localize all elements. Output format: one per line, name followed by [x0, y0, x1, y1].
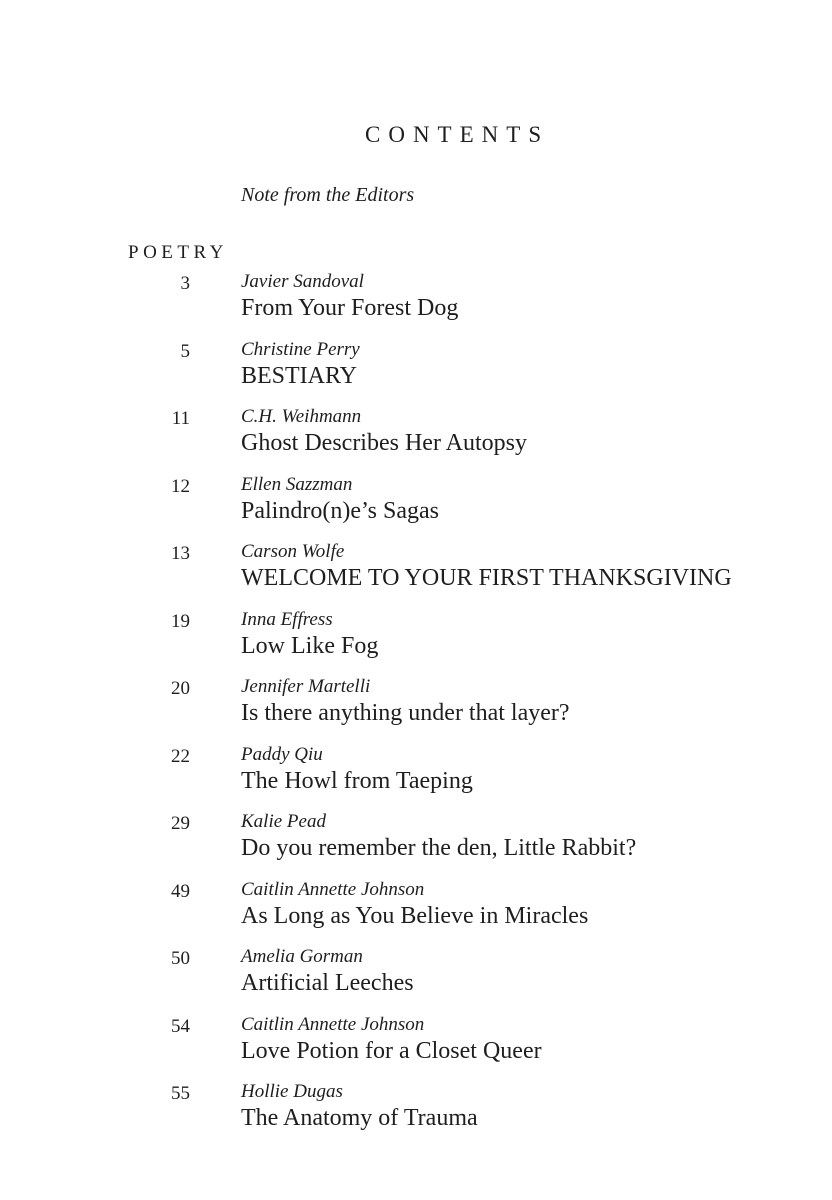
page-number: 12	[171, 475, 190, 497]
toc-entry	[0, 1014, 832, 1082]
toc-entry	[0, 406, 832, 474]
poem-title: Artificial Leeches	[241, 970, 414, 996]
page-number: 49	[171, 880, 190, 902]
toc-entry	[0, 541, 832, 609]
poem-title: Low Like Fog	[241, 632, 379, 659]
page-number: 22	[171, 745, 190, 767]
author-name: Kalie Pead	[241, 811, 326, 832]
page-number: 5	[180, 340, 190, 362]
page-number: 50	[171, 948, 190, 969]
toc-entry	[0, 474, 832, 542]
page-number: 54	[171, 1015, 190, 1037]
page-number: 11	[171, 408, 190, 429]
author-name: Jennifer Martelli	[241, 676, 371, 697]
page-title: CONTENTS	[365, 122, 550, 147]
author-name: Caitlin Annette Johnson	[241, 1013, 425, 1035]
poem-title: Is there anything under that layer?	[241, 700, 570, 726]
poem-title: The Anatomy of Trauma	[241, 1105, 478, 1131]
author-name: Carson Wolfe	[241, 541, 345, 562]
author-name: Hollie Dugas	[241, 1081, 343, 1102]
poem-title: WELCOME TO YOUR FIRST THANKSGIVING	[241, 565, 732, 591]
poem-title: From Your Forest Dog	[241, 295, 459, 321]
poem-title: Palindro(n)e’s Sagas	[241, 497, 439, 524]
poem-title: Love Potion for a Closet Queer	[241, 1037, 542, 1064]
toc-entry	[0, 879, 832, 947]
page-number: 13	[171, 543, 190, 564]
author-name: Caitlin Annette Johnson	[241, 878, 425, 900]
section-heading-poetry: POETRY	[128, 242, 228, 263]
poem-title: Ghost Describes Her Autopsy	[241, 430, 527, 456]
page-number: 3	[180, 273, 190, 294]
toc-entry	[0, 676, 832, 744]
toc-entry	[0, 271, 832, 339]
toc-entry	[0, 339, 832, 407]
toc-entry	[0, 609, 832, 677]
poem-title: As Long as You Believe in Miracles	[241, 902, 589, 929]
author-name: Javier Sandoval	[241, 271, 364, 292]
poem-title: The Howl from Taeping	[241, 767, 473, 794]
toc-entry	[0, 744, 832, 812]
poem-title: BESTIARY	[241, 362, 358, 389]
author-name: C.H. Weihmann	[241, 406, 362, 427]
author-name: Paddy Qiu	[241, 743, 323, 765]
toc-entry	[0, 946, 832, 1014]
author-name: Christine Perry	[241, 338, 360, 360]
author-name: Ellen Sazzman	[241, 473, 353, 495]
toc-list	[0, 271, 832, 1149]
poem-title: Do you remember the den, Little Rabbit?	[241, 835, 637, 861]
page-number: 55	[171, 1083, 190, 1104]
toc-entry	[0, 1081, 832, 1149]
editors-note-entry: Note from the Editors	[241, 184, 415, 206]
page-number: 29	[171, 813, 190, 834]
page-number: 20	[171, 678, 190, 699]
toc-entry	[0, 811, 832, 879]
author-name: Inna Effress	[241, 608, 333, 630]
author-name: Amelia Gorman	[241, 946, 363, 967]
page-number: 19	[171, 610, 190, 632]
